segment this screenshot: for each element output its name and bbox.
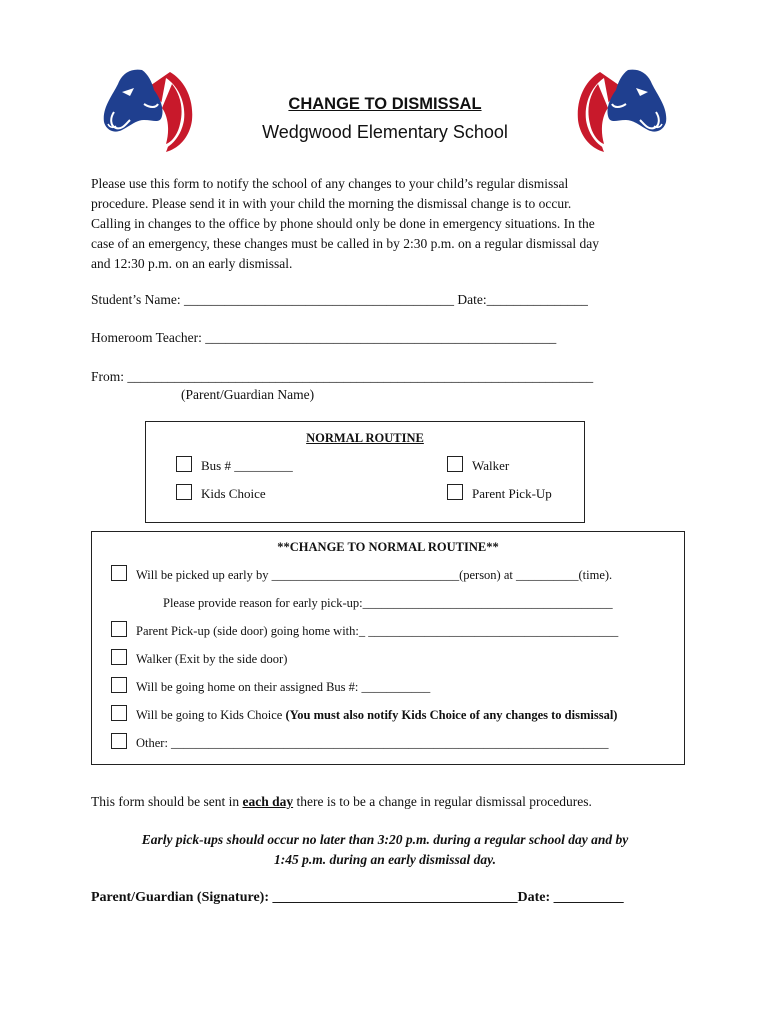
intro-line: case of an emergency, these changes must be called in by 2:30 p.m. on a regular dismissal day [91,236,599,251]
option-other[interactable] [111,733,609,753]
checkbox[interactable] [111,733,127,749]
option-kids-choice[interactable] [176,484,266,504]
option-early-pickup[interactable] [111,565,612,585]
intro-line: Calling in changes to the office by phone should only be done in emergency situations. In the [91,216,595,231]
early-pickup-policy-line-1: Early pick-ups should occur no later than 3:20 p.m. during a regular school day and by [141,832,629,847]
school-name: Wedgwood Elementary School [262,122,508,142]
option-walker[interactable] [447,456,509,476]
checkbox[interactable] [111,705,127,721]
change-routine-heading: **CHANGE TO NORMAL ROUTINE** [277,540,499,554]
checkbox[interactable] [111,565,127,581]
early-pickup-reason-field[interactable]: Please provide reason for early pick-up:________________________________________ [163,596,613,610]
option-label: Will be going to Kids Choice [136,708,286,722]
checkbox[interactable] [447,456,463,472]
checkbox[interactable] [447,484,463,500]
option-label: Walker [472,458,510,473]
option-label: Other: ______________________________________________________________________ [136,736,609,750]
footer-note-text: there is to be a change in regular dismissal procedures. [293,794,592,809]
option-parent-side-door[interactable] [111,621,618,641]
footer-note-emphasis: each day [242,794,294,809]
option-label: Will be picked up early by ______________________________(person) at __________(time). [136,568,613,582]
option-assigned-bus[interactable] [111,677,430,697]
normal-routine-box [145,421,585,523]
checkbox[interactable] [111,649,127,665]
footer-note-text: This form should be sent in [91,794,243,809]
intro-line: procedure. Please send it in with your child the morning the dismissal change is to occur. [91,196,572,211]
option-label: Parent Pick-up (side door) going home with:_ ________________________________________ [136,624,619,638]
option-label: Walker (Exit by the side door) [136,652,288,666]
page-title: CHANGE TO DISMISSAL [288,95,482,113]
checkbox[interactable] [111,677,127,693]
early-pickup-policy-line-2: 1:45 p.m. during an early dismissal day. [274,852,496,867]
kids-choice-note: (You must also notify Kids Choice of any changes to dismissal) [285,708,618,722]
option-walker-side-door[interactable] [111,649,287,669]
option-bus[interactable] [176,456,293,476]
from-field[interactable]: From: _____________________________________________________________________ [91,369,594,384]
checkbox[interactable] [176,484,192,500]
student-name-field[interactable]: Student’s Name: ________________________________________ Date:_______________ [91,292,588,307]
checkbox[interactable] [111,621,127,637]
footer-note [91,792,592,812]
checkbox[interactable] [176,456,192,472]
option-parent-pickup[interactable] [447,484,552,504]
option-label: Bus # _________ [201,458,293,473]
signature-field[interactable]: Parent/Guardian (Signature): ___________________________________Date: __________ [91,890,624,905]
option-kids-choice-change[interactable] [111,705,617,725]
option-label: Will be going home on their assigned Bus #: ___________ [136,680,431,694]
normal-routine-heading: NORMAL ROUTINE [306,431,424,445]
intro-paragraph [91,174,681,274]
intro-line: Please use this form to notify the school of any changes to your child’s regular dismissal [91,176,569,191]
option-label: Parent Pick-Up [472,486,552,501]
homeroom-teacher-field[interactable]: Homeroom Teacher: ____________________________________________________ [91,330,557,345]
from-field-hint: (Parent/Guardian Name) [181,387,315,402]
option-label: Kids Choice [201,486,266,501]
change-routine-box [91,531,685,765]
intro-line: and 12:30 p.m. on an early dismissal. [91,256,293,271]
